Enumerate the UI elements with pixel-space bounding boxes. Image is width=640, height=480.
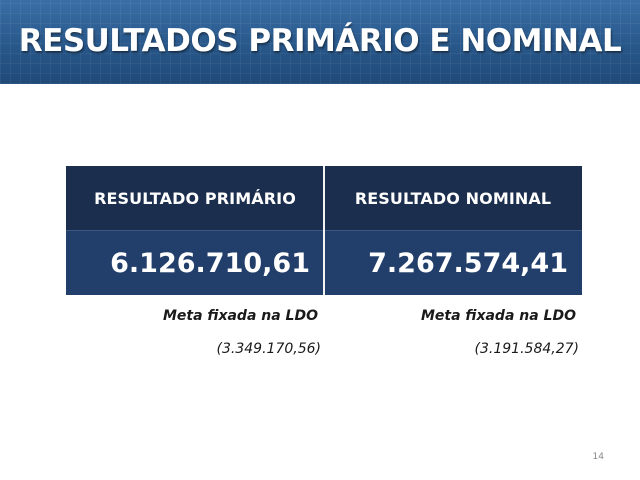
value-resultado-primario: 6.126.710,61 [66, 231, 324, 295]
slide-title: RESULTADOS PRIMÁRIO E NOMINAL [18, 23, 622, 59]
meta-label-primario: Meta fixada na LDO [162, 308, 318, 324]
meta-value-nominal: (3.191.584,27) [474, 341, 579, 357]
value-resultado-nominal: 7.267.574,41 [324, 231, 582, 295]
results-table [66, 166, 582, 295]
header-resultado-nominal: RESULTADO NOMINAL [324, 166, 582, 231]
meta-label-nominal: Meta fixada na LDO [420, 308, 576, 324]
slide-header-band [0, 0, 640, 84]
meta-value-primario: (3.349.170,56) [216, 341, 321, 357]
table-column-divider [323, 166, 325, 295]
header-resultado-primario: RESULTADO PRIMÁRIO [66, 166, 324, 231]
page-number: 14 [592, 452, 604, 462]
